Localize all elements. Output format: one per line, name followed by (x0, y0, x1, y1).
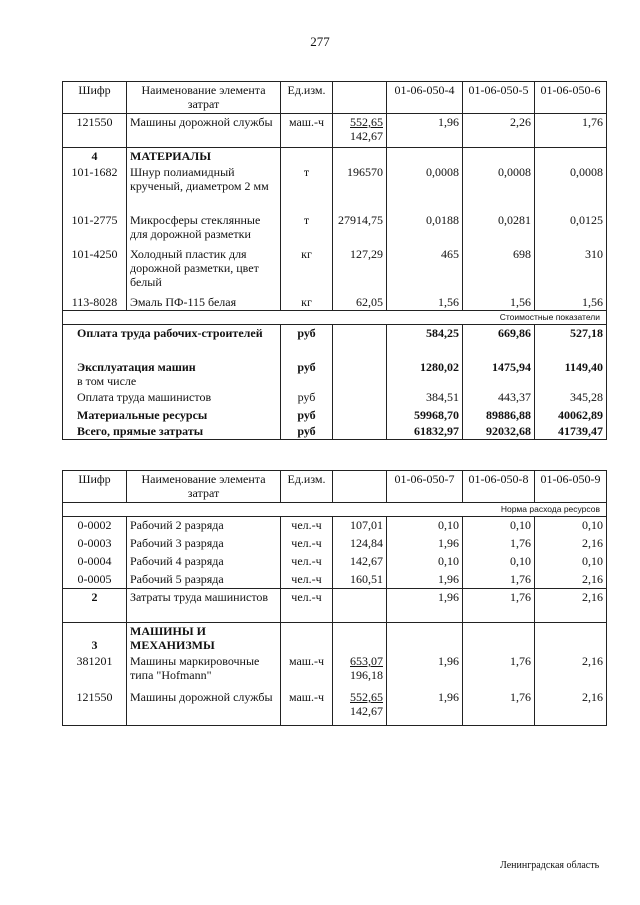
section-row (63, 589, 607, 623)
cell-unit: чел.-ч (281, 517, 333, 535)
cell-unit: маш.-ч (281, 689, 333, 725)
section-code: 4 (63, 148, 127, 165)
resource-norm-table-2 (62, 470, 607, 726)
cell-v3: 1,56 (535, 294, 607, 311)
cell-v2: 1,56 (463, 294, 535, 311)
cell-v3: 2,16 (535, 535, 607, 553)
summary-unit: руб (281, 389, 333, 407)
cell-v3: 2,16 (535, 571, 607, 589)
summary-v3: 40062,89 (535, 407, 607, 423)
table-header-row (63, 82, 607, 114)
cell-name: Рабочий 5 разряда (127, 571, 281, 589)
summary-unit: руб (281, 325, 333, 359)
price-value: 653,07 (350, 654, 383, 668)
table-row (63, 294, 607, 311)
cell-name: Микросферы стеклянные для дорожной разметки (127, 212, 281, 246)
cell-code: 0-0005 (63, 571, 127, 589)
page-number: 277 (310, 34, 330, 49)
cell-name: Эмаль ПФ-115 белая (127, 294, 281, 311)
cell-code: 381201 (63, 653, 127, 689)
cell-empty (333, 359, 387, 389)
section-name: МАШИНЫ И МЕХАНИЗМЫ (127, 623, 281, 654)
table-row (63, 553, 607, 571)
summary-v2: 669,86 (463, 325, 535, 359)
header-code: Шифр (63, 82, 127, 114)
summary-name: Оплата труда рабочих-строителей (63, 325, 281, 359)
cell-name: Шнур полиамидный крученый, диаметром 2 мм (127, 164, 281, 212)
cell-v1: 0,10 (387, 517, 463, 535)
cell-v3: 310 (535, 246, 607, 294)
header-unit: Ед.изм. (281, 471, 333, 503)
summary-v1: 584,25 (387, 325, 463, 359)
cell-price: 27914,75 (333, 212, 387, 246)
cell-empty (281, 148, 333, 165)
cell-v1: 1,56 (387, 294, 463, 311)
price-secondary: 142,67 (350, 704, 383, 718)
cell-price: 196570 (333, 164, 387, 212)
summary-row (63, 389, 607, 407)
cell-empty (463, 148, 535, 165)
cell-v2: 1,76 (463, 535, 535, 553)
table-row (63, 571, 607, 589)
cell-v3: 2,16 (535, 589, 607, 623)
cell-empty (535, 148, 607, 165)
cell-v2: 698 (463, 246, 535, 294)
cell-price: 127,29 (333, 246, 387, 294)
cell-name: Машины маркировочные типа "Hofmann" (127, 653, 281, 689)
price-value: 552,65 (350, 690, 383, 704)
cell-v3: 0,0125 (535, 212, 607, 246)
table-row (63, 653, 607, 689)
cell-unit: чел.-ч (281, 553, 333, 571)
subheader-row (63, 311, 607, 325)
table-row (63, 246, 607, 294)
summary-v3: 345,28 (535, 389, 607, 407)
header-price (333, 82, 387, 114)
cell-empty (333, 148, 387, 165)
cell-v1: 1,96 (387, 653, 463, 689)
price-secondary: 142,67 (350, 129, 383, 143)
header-unit: Ед.изм. (281, 82, 333, 114)
price-value: 552,65 (350, 115, 383, 129)
cell-unit: чел.-ч (281, 535, 333, 553)
cell-v2: 1,76 (463, 571, 535, 589)
cell-code: 121550 (63, 114, 127, 148)
cell-unit: т (281, 164, 333, 212)
section-row (63, 148, 607, 165)
section-name: Затраты труда машинистов (127, 589, 281, 623)
cell-name: Холодный пластик для дорожной разметки, цвет белый (127, 246, 281, 294)
cell-code: 101-4250 (63, 246, 127, 294)
table-row (63, 114, 607, 148)
summary-v3: 41739,47 (535, 423, 607, 440)
cell-empty (387, 148, 463, 165)
resource-cost-table-1 (62, 81, 607, 440)
summary-row (63, 407, 607, 423)
cell-v3: 1,76 (535, 114, 607, 148)
cell-price: 107,01 (333, 517, 387, 535)
cell-v2: 1,76 (463, 653, 535, 689)
cell-v1: 1,96 (387, 535, 463, 553)
header-code: Шифр (63, 471, 127, 503)
summary-row (63, 325, 607, 359)
cell-name: Машины дорожной службы (127, 689, 281, 725)
cell-unit: маш.-ч (281, 114, 333, 148)
cell-empty (333, 589, 387, 623)
summary-v1: 384,51 (387, 389, 463, 407)
summary-name: Всего, прямые затраты (63, 423, 281, 440)
cell-v2: 2,26 (463, 114, 535, 148)
summary-machines-sub: в том числе (77, 373, 137, 388)
cell-code: 101-1682 (63, 164, 127, 212)
header-col2: 01-06-050-5 (463, 82, 535, 114)
summary-v1: 61832,97 (387, 423, 463, 440)
cell-v2: 1,76 (463, 589, 535, 623)
cell-price (333, 689, 387, 725)
summary-name (63, 359, 281, 389)
header-col2: 01-06-050-8 (463, 471, 535, 503)
summary-name: Оплата труда машинистов (63, 389, 281, 407)
summary-row (63, 423, 607, 440)
summary-v2: 443,37 (463, 389, 535, 407)
cell-v2: 0,0281 (463, 212, 535, 246)
cell-code: 0-0002 (63, 517, 127, 535)
header-name: Наименование элемента затрат (127, 471, 281, 503)
cell-code: 101-2775 (63, 212, 127, 246)
cell-unit: т (281, 212, 333, 246)
cell-unit: чел.-ч (281, 589, 333, 623)
cell-empty (281, 623, 333, 654)
price-secondary: 196,18 (350, 668, 383, 682)
footer-region: Ленинградская область (500, 860, 600, 871)
cell-code: 113-8028 (63, 294, 127, 311)
cell-v2: 1,76 (463, 689, 535, 725)
cell-name: Рабочий 4 разряда (127, 553, 281, 571)
cell-empty (333, 407, 387, 423)
summary-unit: руб (281, 359, 333, 389)
cell-code: 0-0003 (63, 535, 127, 553)
cell-v2: 0,10 (463, 553, 535, 571)
summary-unit: руб (281, 407, 333, 423)
cell-price: 142,67 (333, 553, 387, 571)
cell-v3: 2,16 (535, 689, 607, 725)
cell-unit: кг (281, 294, 333, 311)
cell-v1: 1,96 (387, 689, 463, 725)
cell-name: Рабочий 2 разряда (127, 517, 281, 535)
table-row (63, 535, 607, 553)
cell-v3: 0,10 (535, 553, 607, 571)
summary-v3: 1149,40 (535, 359, 607, 389)
cell-v1: 465 (387, 246, 463, 294)
header-name: Наименование элемента затрат (127, 82, 281, 114)
cell-v1: 0,0008 (387, 164, 463, 212)
cell-v1: 0,10 (387, 553, 463, 571)
header-col1: 01-06-050-7 (387, 471, 463, 503)
summary-v1: 1280,02 (387, 359, 463, 389)
cell-price: 62,05 (333, 294, 387, 311)
cell-code: 121550 (63, 689, 127, 725)
summary-v2: 92032,68 (463, 423, 535, 440)
table-row (63, 164, 607, 212)
table-row (63, 212, 607, 246)
summary-v1: 59968,70 (387, 407, 463, 423)
cell-empty (387, 623, 463, 654)
cell-price: 124,84 (333, 535, 387, 553)
cell-v3: 0,10 (535, 517, 607, 535)
summary-v2: 1475,94 (463, 359, 535, 389)
section-name: МАТЕРИАЛЫ (127, 148, 281, 165)
subheader-row (63, 503, 607, 517)
subheader-cost-indicators: Стоимостные показатели (63, 311, 607, 325)
header-col1: 01-06-050-4 (387, 82, 463, 114)
cell-v3: 0,0008 (535, 164, 607, 212)
section-row (63, 623, 607, 654)
cell-empty (333, 423, 387, 440)
cell-v2: 0,10 (463, 517, 535, 535)
cell-empty (333, 389, 387, 407)
cell-empty (333, 623, 387, 654)
cell-empty (463, 623, 535, 654)
header-price (333, 471, 387, 503)
table-row (63, 517, 607, 535)
summary-name: Материальные ресурсы (63, 407, 281, 423)
cell-price (333, 114, 387, 148)
section-code: 3 (63, 623, 127, 654)
cell-v1: 1,96 (387, 589, 463, 623)
summary-row (63, 359, 607, 389)
cell-empty (535, 623, 607, 654)
header-col3: 01-06-050-9 (535, 471, 607, 503)
subheader-resource-norms: Норма расхода ресурсов (63, 503, 607, 517)
summary-machines-label: Эксплуатация машин (77, 359, 196, 374)
table-header-row (63, 471, 607, 503)
summary-v2: 89886,88 (463, 407, 535, 423)
cell-v1: 0,0188 (387, 212, 463, 246)
cell-unit: кг (281, 246, 333, 294)
cell-v3: 2,16 (535, 653, 607, 689)
cell-v1: 1,96 (387, 571, 463, 589)
section-code: 2 (63, 589, 127, 623)
cell-unit: чел.-ч (281, 571, 333, 589)
cell-v1: 1,96 (387, 114, 463, 148)
summary-v3: 527,18 (535, 325, 607, 359)
cell-empty (333, 325, 387, 359)
cell-name: Рабочий 3 разряда (127, 535, 281, 553)
header-col3: 01-06-050-6 (535, 82, 607, 114)
cell-v2: 0,0008 (463, 164, 535, 212)
table-row (63, 689, 607, 725)
cell-price (333, 653, 387, 689)
cell-name: Машины дорожной службы (127, 114, 281, 148)
cell-unit: маш.-ч (281, 653, 333, 689)
cell-price: 160,51 (333, 571, 387, 589)
cell-code: 0-0004 (63, 553, 127, 571)
summary-unit: руб (281, 423, 333, 440)
